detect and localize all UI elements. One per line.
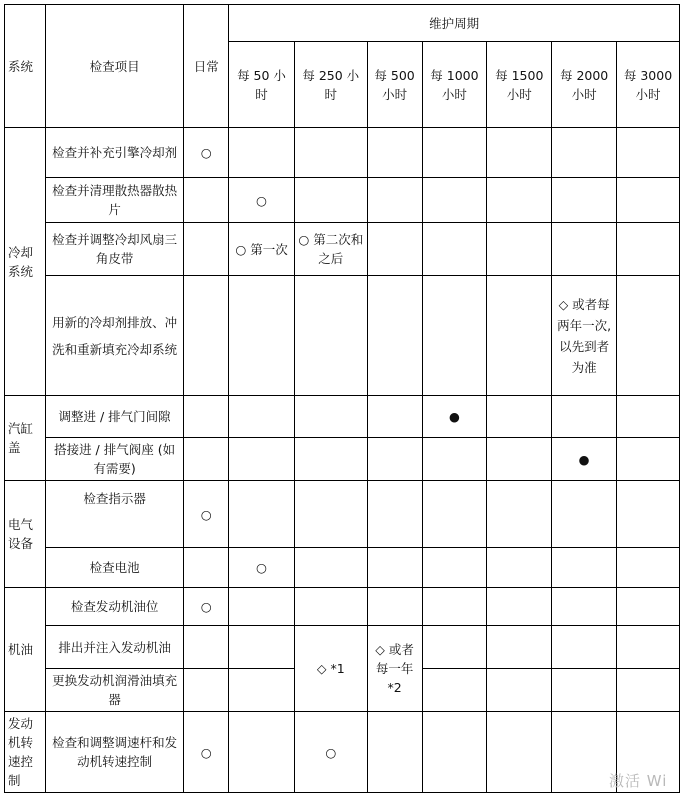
item-check-refill-coolant: 检查并补充引擎冷却剂 (45, 128, 183, 178)
system-electrical: 电气设备 (5, 481, 46, 588)
header-interval-50: 每 50 小时 (229, 42, 295, 128)
activation-watermark: 激活 Wi (609, 772, 668, 790)
item-check-indicators: 检查指示器 (45, 481, 183, 548)
mark-circle: ○ (184, 588, 229, 626)
system-cooling: 冷却系统 (5, 128, 46, 396)
item-replace-oil-filler: 更换发动机润滑油填充器 (45, 669, 183, 712)
mark-circle: ○ (294, 712, 367, 793)
note-second-and-after: ○ 第二次和之后 (294, 223, 367, 276)
item-check-oil-level: 检查发动机油位 (45, 588, 183, 626)
header-interval-1500: 每 1500 小时 (487, 42, 552, 128)
note-oil-250: ◇ *1 (294, 626, 367, 712)
mark-circle: ○ (184, 128, 229, 178)
mark-circle: ○ (229, 548, 295, 588)
item-drain-refill-oil: 排出并注入发动机油 (45, 626, 183, 669)
item-flush-refill-coolant: 用新的冷却剂排放、冲洗和重新填充冷却系统 (45, 276, 183, 396)
system-speed-control: 发动机转速控制 (5, 712, 46, 793)
header-interval-250: 每 250 小时 (294, 42, 367, 128)
header-interval-1000: 每 1000 小时 (422, 42, 487, 128)
note-first-time: ○ 第一次 (229, 223, 295, 276)
item-adjust-fan-belt: 检查并调整冷却风扇三角皮带 (45, 223, 183, 276)
header-interval-2000: 每 2000 小时 (552, 42, 617, 128)
maintenance-schedule-table (4, 4, 680, 793)
mark-circle: ○ (184, 481, 229, 548)
header-item: 检查项目 (45, 5, 183, 128)
header-period: 维护周期 (229, 5, 680, 42)
note-oil-500: ◇ 或者每一年 *2 (367, 626, 422, 712)
system-oil: 机油 (5, 588, 46, 712)
header-daily: 日常 (184, 5, 229, 128)
mark-dot: ● (422, 396, 487, 438)
note-every-two-years: ◇ 或者每两年一次,以先到者为准 (552, 276, 617, 396)
item-lap-valve-seats: 搭接进 / 排气阀座 (如有需要) (45, 438, 183, 481)
item-clean-radiator-fins: 检查并清理散热器散热片 (45, 178, 183, 223)
item-adjust-valve-clearance: 调整进 / 排气门间隙 (45, 396, 183, 438)
mark-circle: ○ (184, 712, 229, 793)
header-system: 系统 (5, 5, 46, 128)
item-check-battery: 检查电池 (45, 548, 183, 588)
system-cylinder-head: 汽缸盖 (5, 396, 46, 481)
header-interval-500: 每 500 小时 (367, 42, 422, 128)
header-interval-3000: 每 3000 小时 (617, 42, 680, 128)
mark-dot: ● (552, 438, 617, 481)
item-adjust-speed-lever: 检查和调整调速杆和发动机转速控制 (45, 712, 183, 793)
mark-circle: ○ (229, 178, 295, 223)
